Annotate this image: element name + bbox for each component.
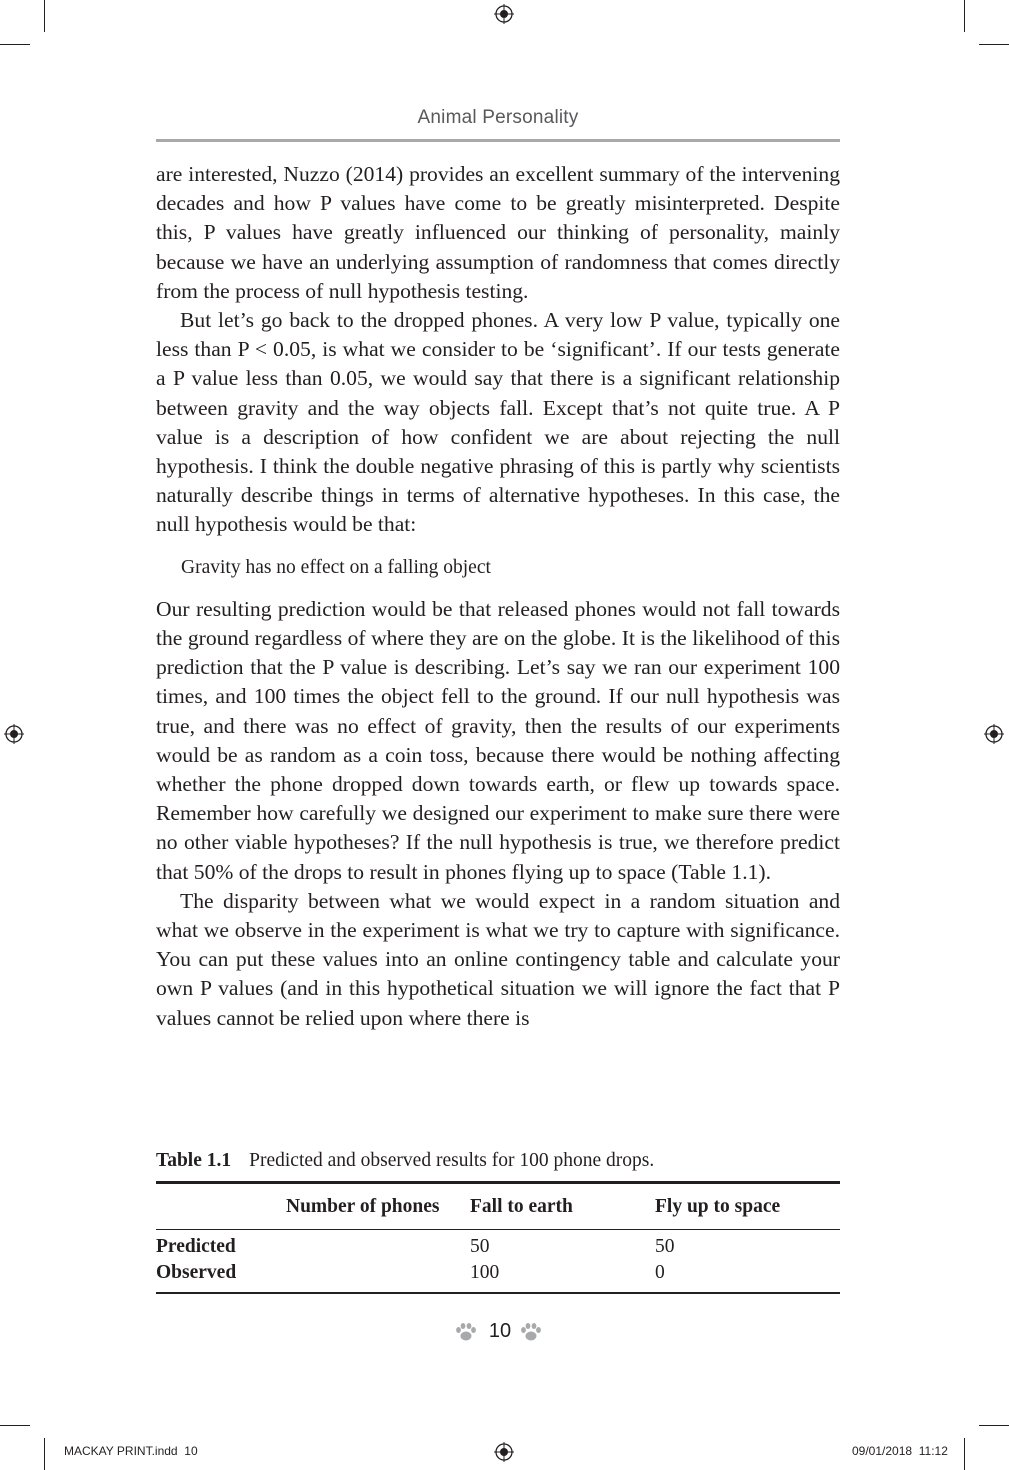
running-head-rule: [156, 139, 840, 142]
slug-page: 10: [184, 1444, 198, 1458]
crop-mark-top-left-vertical: [44, 0, 45, 32]
row-label: Predicted: [156, 1236, 236, 1257]
crop-mark-top-right-vertical: [964, 0, 965, 32]
table-label: Table 1.1: [156, 1150, 232, 1171]
paragraph: are interested, Nuzzo (2014) provides an excellent summary of the intervening decades and how P values have come to be greatly misinterpreted. Despite this, P values have greatly influenced our thinking of personality, mainly because we have an underlying assumption of randomness that comes directly from the process of null hypothesis testing.: [156, 162, 840, 303]
table-caption: [156, 1150, 654, 1172]
registration-mark-icon: [4, 724, 24, 744]
table-bottom-rule: [156, 1292, 840, 1294]
slug-timestamp: [852, 1444, 948, 1458]
table-caption-text: Predicted and observed results for 100 phone drops.: [249, 1150, 655, 1171]
slug-file: [64, 1444, 198, 1458]
crop-mark-bottom-left-horizontal: [0, 1425, 30, 1426]
crop-mark-top-left-horizontal: [0, 44, 30, 45]
header-fall-to-earth: Fall to earth: [470, 1196, 573, 1217]
paw-icon: [455, 1322, 477, 1342]
cell-fall-to-earth: 100: [470, 1262, 500, 1283]
table-row: [156, 1236, 840, 1262]
registration-mark-icon: [494, 1442, 514, 1462]
crop-mark-top-right-horizontal: [979, 44, 1009, 45]
cell-fall-to-earth: 50: [470, 1236, 490, 1257]
slug-time: 11:12: [918, 1444, 948, 1458]
row-label: Observed: [156, 1262, 237, 1283]
table-header-row: [156, 1184, 840, 1229]
slug-file-name: MACKAY PRINT.indd: [64, 1444, 178, 1458]
running-head: Animal Personality: [417, 107, 579, 128]
body-text: [156, 160, 840, 1033]
page-folio: [455, 1318, 545, 1346]
cell-fly-up-to-space: 0: [655, 1262, 665, 1283]
slug-date: 09/01/2018: [852, 1444, 913, 1458]
crop-mark-bottom-left-vertical: [44, 1438, 45, 1470]
paw-icon: [520, 1322, 542, 1342]
null-hypothesis-quote: Gravity has no effect on a falling object: [181, 556, 491, 578]
crop-mark-bottom-right-vertical: [964, 1438, 965, 1470]
header-fly-up-to-space: Fly up to space: [655, 1196, 781, 1217]
page-number: 10: [488, 1320, 512, 1342]
header-number-of-phones: Number of phones: [286, 1196, 440, 1217]
paragraph: The disparity between what we would expect in a random situation and what we observe in the experiment is what we try to capture with significance. You can put these values into an online contingency table and calculate your own P values (and in this hypothetical situation we will ignore the fact that P values cannot be relied upon where there is: [156, 888, 840, 1030]
registration-mark-icon: [494, 4, 514, 24]
paragraph: Our resulting prediction would be that released phones would not fall towards the ground regardless of where they are on the globe. It is the likelihood of this prediction that the P value is describing. Let’s say we ran our experiment 100 times, and 100 times the object fell to the ground. If our null hypothesis was true, and there was no effect of gravity, then the results of our experiments would be as random as a coin toss, because there would be nothing affecting whether the phone dropped down towards earth, or flew up towards space. Remember how carefully we designed our experiment to make sure there were no other viable hypotheses? If the null hypothesis is true, we therefore predict that 50% of the drops to result in phones flying up to space (Table 1.1).: [156, 596, 840, 884]
cell-fly-up-to-space: 50: [655, 1236, 675, 1257]
crop-mark-bottom-right-horizontal: [979, 1425, 1009, 1426]
paragraph: But let’s go back to the dropped phones. A very low P value, typically one less than P < 0.05, is what we consider to be ‘significant’. If our tests generate a P value less than 0.05, we would say that there is a significant relationship between gravity and the way objects fall. Except that’s not quite true. A P value is a description of how confident we are about rejecting the null hypothesis. I think the double negative phrasing of this is partly why scientists naturally describe things in terms of alternative hypotheses. In this case, the null hypothesis would be that:: [156, 308, 840, 537]
registration-mark-icon: [984, 724, 1004, 744]
results-table: [156, 1181, 840, 1294]
table-row: [156, 1262, 840, 1288]
